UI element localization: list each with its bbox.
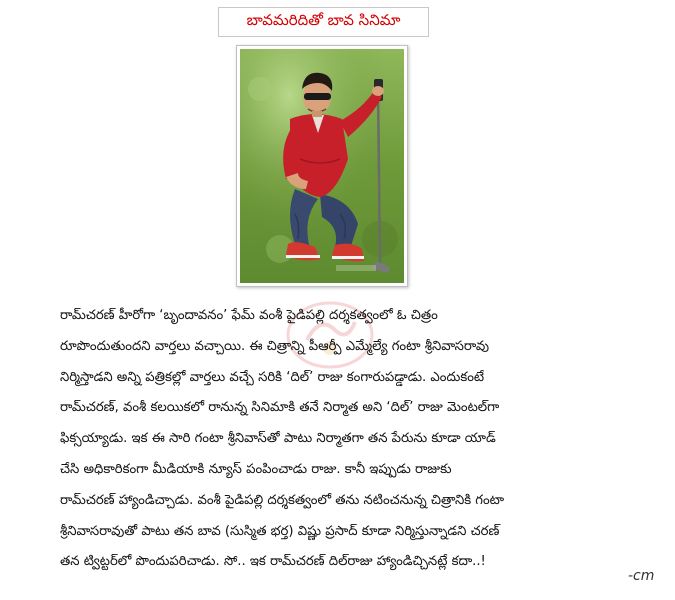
headline-box — [218, 7, 429, 37]
article-line: తన ట్విట్టర్‌లో పొందుపరిచాడు. సో.. ఇక రామ్‌చరణ్ దిల్‌రాజు హ్యాండిచ్చినట్లే కదా..! — [60, 554, 486, 570]
article-line: రూపొందుతుందని వార్తలు వచ్చాయి. ఈ చిత్రాన్ని పీఆర్పీ ఎమ్మేల్యే గంటా శ్రీనివాసరావు — [60, 338, 489, 354]
article-line: శ్రీనివాసరావుతో పాటు తన బావ (సుస్మిత భర్త) విష్ణు ప్రసాద్ కూడా నిర్మిస్తున్నాడని చరణ్ — [60, 523, 500, 539]
photo-icon — [240, 49, 404, 283]
headline: బావమరిదితో బావ సినిమా — [246, 11, 401, 29]
article-line: రామ్‌చరణ్ హ్యాండిచ్చాడు. వంశీ పైడిపల్లి దర్శకత్వంలో తను నటించనున్న చిత్రానికి గంటా — [60, 492, 505, 508]
article-line: రామ్‌చరణ్, వంశీ కలయికలో రానున్న సినిమాకి తనే నిర్మాత అని ‘దిల్’ రాజు మెంటల్‌గా — [60, 400, 500, 416]
article-line: ఫిక్సయ్యాడు. ఇక ఈ సారి గంటా శ్రీనివాస్‌తో పాటు నిర్మాతగా తన పేరును కూడా యాడ్ — [60, 431, 496, 447]
signature: -cm — [628, 568, 655, 584]
article-line: రామ్‌చరణ్ హీరోగా ‘బృందావనం’ ఫేమ్ వంశీ పైడిపల్లి దర్శకత్వంలో ఓ చిత్రం — [60, 308, 438, 323]
article-line: చేసి అధికారికంగా మీడియాకి న్యూస్ పంపించాడు రాజు. కానీ ఇప్పుడు రాజుకు — [60, 461, 452, 477]
article-body — [60, 301, 660, 578]
article-line: నిర్మిస్తాడని అన్ని పత్రికల్లో వార్తలు వచ్చే సరికి ‘దిల్’ రాజు కంగారుపడ్డాడు. ఎందుకంటే — [60, 369, 485, 385]
photo-frame — [236, 45, 408, 287]
